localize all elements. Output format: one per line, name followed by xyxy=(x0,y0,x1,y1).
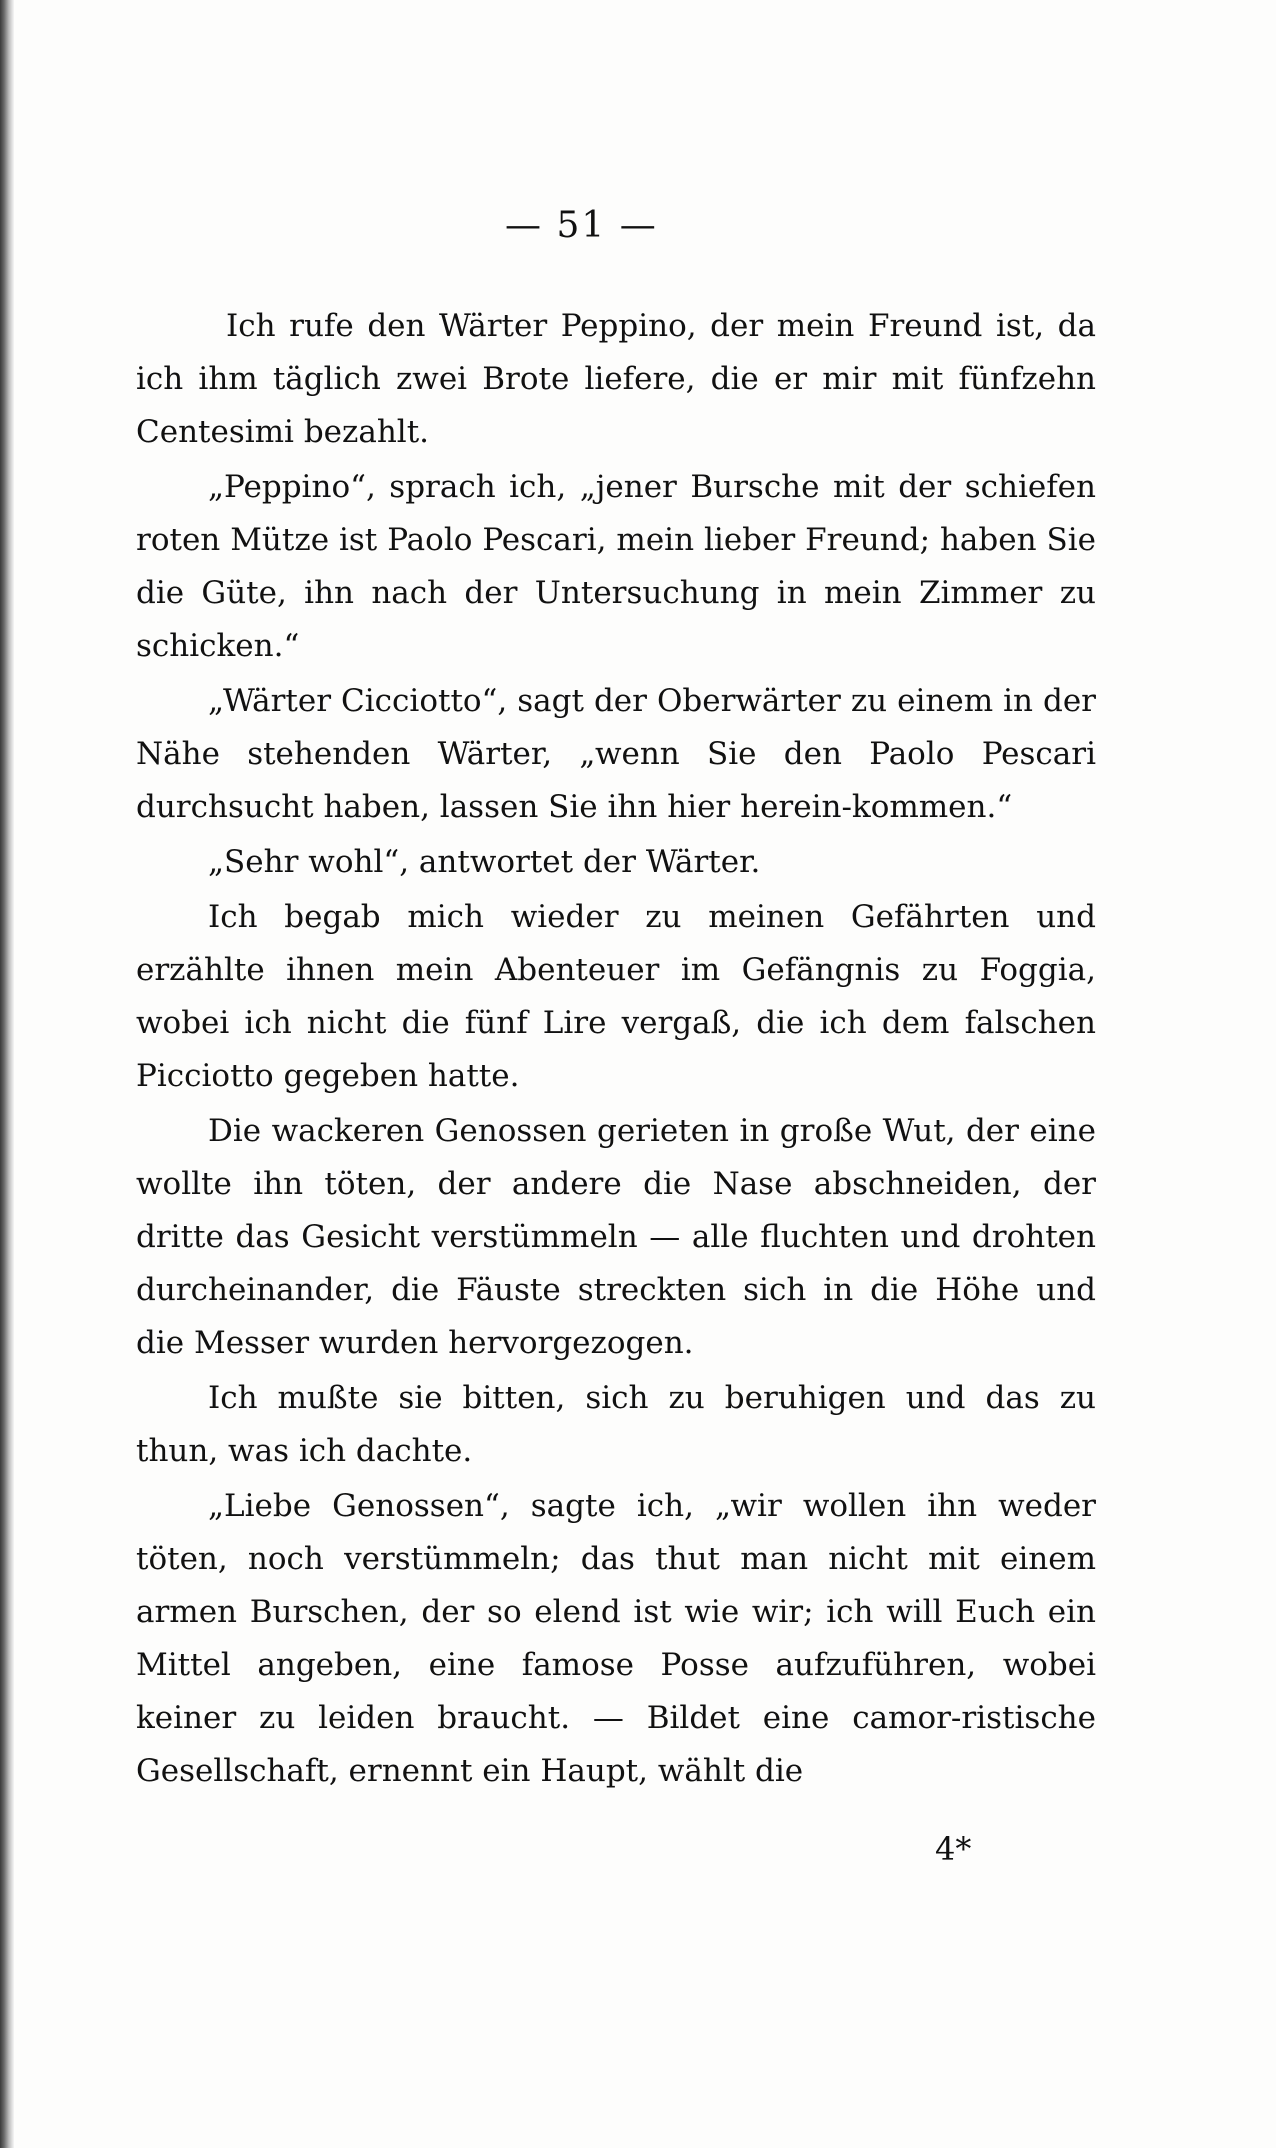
paragraph-5: Ich begab mich wieder zu meinen Gefährten und erzählte ihnen mein Abenteuer im Gefängnis zu Foggia, wobei ich nicht die fünf Lire vergaß, die ich dem falschen Picciotto gegeben hatte. xyxy=(136,899,1096,1094)
paragraph-7: Ich mußte sie bitten, sich zu beruhigen und das zu thun, was ich dachte. xyxy=(136,1380,1096,1469)
paragraph-1: Ich rufe den Wärter Peppino, der mein Freund ist, da ich ihm täglich zwei Brote liefere, die er mir mit fünfzehn Centesimi bezahlt. xyxy=(136,308,1096,450)
paragraph-2: „Peppino“, sprach ich, „jener Bursche mit der schiefen roten Mütze ist Paolo Pescari, mein lieber Freund; haben Sie die Güte, ihn nach der Untersuchung in mein Zimmer zu schicken.“ xyxy=(136,469,1096,664)
page-edge-shadow xyxy=(0,0,14,2148)
printer-signature-mark: 4* xyxy=(935,1830,972,1868)
paragraph-4: „Sehr wohl“, antwortet der Wärter. xyxy=(208,844,761,880)
page-number: — 51 — xyxy=(505,205,658,246)
body-text xyxy=(136,300,1096,1800)
paragraph-8: „Liebe Genossen“, sagte ich, „wir wollen ihn weder töten, noch verstümmeln; das thut man nicht mit einem armen Burschen, der so elend ist wie wir; ich will Euch ein Mittel angeben, eine famose Posse aufzuführen, wobei keiner zu leiden braucht. — Bildet eine camor-ristische Gesellschaft, ernennt ein Haupt, wählt die xyxy=(136,1488,1096,1789)
paragraph-6: Die wackeren Genossen gerieten in große Wut, der eine wollte ihn töten, der andere die Nase abschneiden, der dritte das Gesicht verstümmeln — alle fluchten und drohten durcheinander, die Fäuste streckten sich in die Höhe und die Messer wurden hervorgezogen. xyxy=(136,1113,1096,1361)
paragraph-3: „Wärter Cicciotto“, sagt der Oberwärter zu einem in der Nähe stehenden Wärter, „wenn Sie den Paolo Pescari durchsucht haben, lassen Sie ihn hier herein-kommen.“ xyxy=(136,683,1096,825)
